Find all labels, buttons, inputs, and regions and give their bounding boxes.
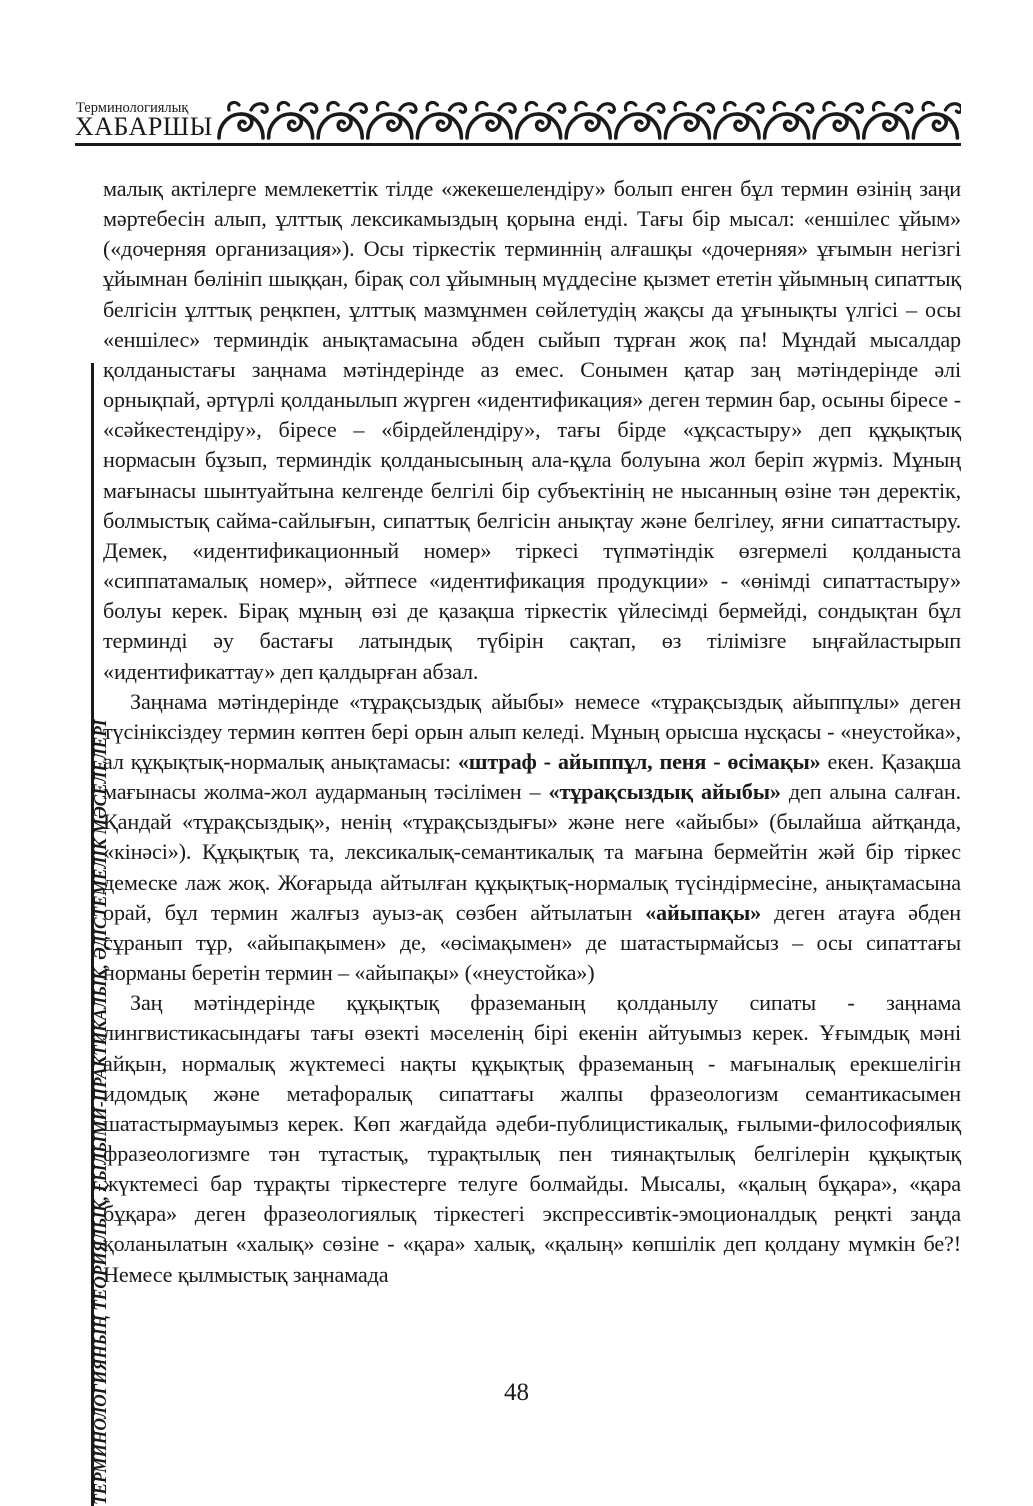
header-rule — [75, 143, 961, 146]
text-run: Заң мәтіндерінде құқықтық фраземаның қолданылу сипаты - заңнама лингвистикасындағы тағы өзекті мәселенің бірі екенін айтуымыз керек. Ұғымдық мәні айқын, нормалық жүктемесі нақты құқықтық фраземаның - мағыналық ерекшелігін идомдық және метафоралық сипаттағы жалпы фразеологизм семантикасымен шатастырмауымыз керек. Көп жағдайда әдеби-публицистикалық, ғылыми-философиялық фразеологизмге тән тұтастық, тұрақтылық пен тиянақтылық белгілерін құқықтық жүктемесі бар тұрақты тіркестерге телуге болмайды. Мысалы, «қалың бұқара», «қара бұқара» деген фразеологиялық тіркестегі экспрессивтік-эмоционалдық реңкті заңда қоланылатын «халық» сөзіне - «қара» халық, «қалың» көпшілік деп қолдану мүмкін бе?! Немесе қылмыстық заңнамада — [103, 990, 961, 1287]
bold-term: «тұрақсыздық айыбы» — [548, 779, 781, 805]
article-body — [103, 174, 961, 1290]
journal-title-small: Терминологиялық — [76, 100, 189, 116]
side-label: ТЕРМИНОЛОГИЯНЫҢ ТЕОРИЯЛЫҚ, ҒЫЛЫМИ-ПРАКТИКАЛЫҚ, ӘДІСТЕМЕЛІК МӘСЕЛЕЛЕРІ — [90, 719, 110, 1505]
text-run: деген атауға әбден сұранып тұр, «айыпақымен» де, «өсімақымен» де шатастырмайсыз – осы сипаттағы норманы беретін термин – «айыпақы» («неустойка») — [103, 899, 961, 986]
text-run: Заңнама мәтіндерінде «тұрақсыздық айыбы» немесе «тұрақсыздық айыппұлы» деген түсініксіздеу термин көптен бері орын алып келеді. Мұның орысша нұсқасы - «неустойка», ал құқықтық-нормалық анықтамасы: — [103, 688, 961, 774]
page-number: 48 — [504, 1379, 529, 1406]
text-run: екен. Қазақша мағынасы жолма-жол аударманың тәсілімен – — [103, 748, 961, 805]
paragraph — [103, 988, 961, 1290]
bold-term: «штраф - айыппұл, пеня - өсімақы» — [457, 748, 821, 774]
paragraph — [103, 174, 961, 687]
running-header — [75, 96, 961, 146]
bold-term: «айыпақы» — [645, 899, 762, 925]
side-running-title — [67, 363, 110, 1506]
text-run: деп алына салған. Қандай «тұрақсыздық», ненің «тұрақсыздығы» және неге «айыбы» (былайша айтқанда, «кінәсі»). Құқықтық та, лексикалық-семантикалық та мағына бермейтін жәй бір тіркес демеске лаж жоқ. Жоғарыда айтылған құқықтық-нормалық түсіндірмесіне, анықтамасына орай, бұл термин жалғыз ауыз-ақ сөзбен айтылатын — [103, 779, 961, 925]
ornament-band-icon — [215, 96, 961, 144]
text-run: малық актілерге мемлекеттік тілде «жекешелендіру» болып енген бұл термин өзінің заңи мәртебесін алып, ұлттық лексикамыздың қорына енді. Тағы бір мысал: «еншілес ұйым» («дочерняя организация»). Осы тіркестік терминнің алғашқы «дочерняя» ұғымын негізгі ұйымнан бөлініп шыққан, бірақ сол ұйымның мүддесіне қызмет ететін ұйымның сипаттық белгісін ұлттық реңкпен, ұлттық мазмұнмен сөйлетудің жақсы да ұғынықты үлгісі – осы «еншілес» терминдік анықтамасына әбден сыйып тұрған жоқ па! Мұндай мысалдар қолданыстағы заңнама мәтіндерінде аз емес. Сонымен қатар заң мәтіндерінде әлі орнықпай, әртүрлі қолданылып жүрген «идентификация» деген термин бар, осыны біресе - «сәйкестендіру», біресе – «бірдейлендіру», тағы бірде «ұқсастыру» деп құқықтық нормасын бұзып, терминдік қолданысының ала-құла болуына жол беріп жүрміз. Мұның мағынасы шынтуайтына келгенде белгілі бір субъектінің не нысанның өзіне тән деректік, болмыстық сайма-сайлығын, сипаттық белгісін анықтау және белгілеу, яғни сипаттастыру. Демек, «идентификационный номер» тіркесі түпмәтіндік өзгермелі қолданыста «сиппатамалық номер», әйтпесе «идентификация продукции» - «өнімді сипаттастыру» болуы керек. Бірақ мұның өзі де қазақша тіркестік үйлесімді бермейді, сондықтан бұл терминді әу бастағы латындық түбірін сақтап, өз тілімізге ыңғайластырып «идентификаттау» деп қалдырған абзал. — [103, 176, 961, 684]
journal-title-big: ХАБАРШЫ — [75, 112, 213, 141]
paragraph — [103, 687, 961, 989]
